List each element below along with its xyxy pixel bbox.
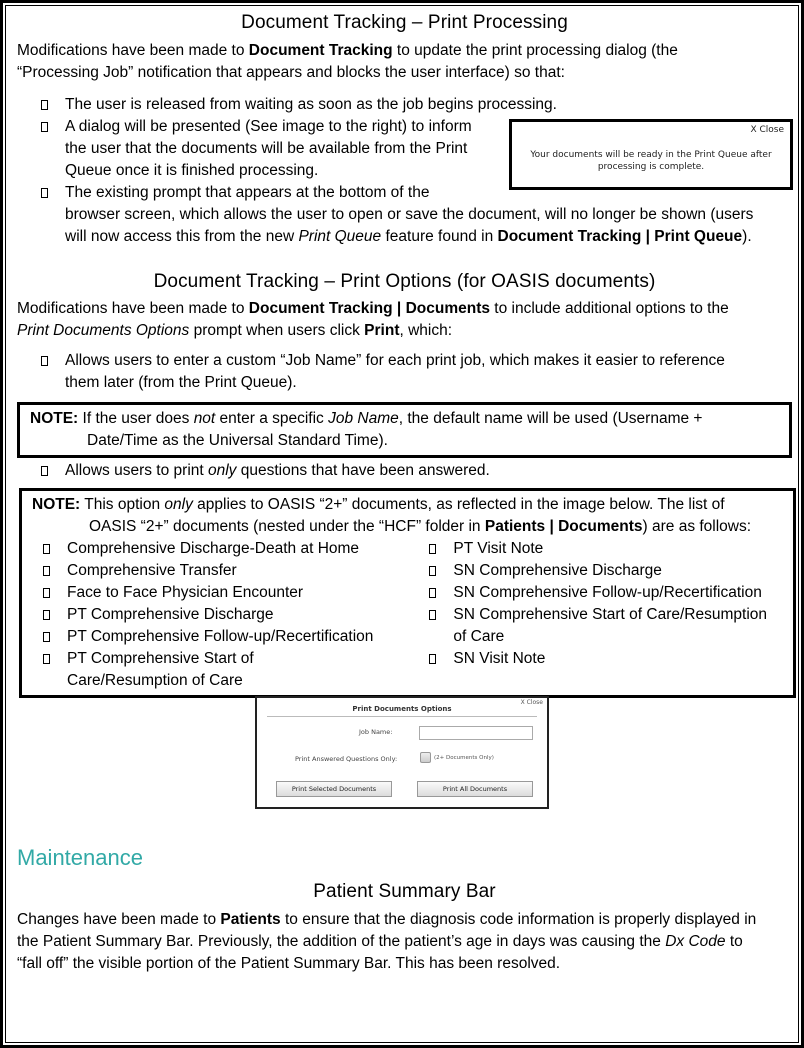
dialog-title: Print Documents Options: [352, 705, 452, 713]
list-item: A dialog will be presented (See image to the right) to inform the user that the documents will be available from the Print Queue once it is finished processing.: [17, 116, 792, 182]
oasis-document-list: [32, 538, 783, 692]
close-button[interactable]: X Close: [520, 699, 543, 706]
checkbox-note: (2+ Documents Only): [434, 755, 494, 761]
bullet-box-icon: [429, 588, 436, 598]
list-item: PT Comprehensive Discharge: [22, 604, 408, 626]
bullet-box-icon: [41, 100, 48, 110]
bullet-box-icon: [429, 566, 436, 576]
bullet-box-icon: [43, 544, 50, 554]
oasis-list-right: [408, 538, 783, 692]
section-heading-print-processing: Document Tracking – Print Processing: [241, 12, 568, 33]
list-item: PT Comprehensive Start of Care/Resumption of Care: [22, 648, 408, 692]
divider: [267, 716, 537, 717]
bullet-box-icon: [43, 632, 50, 642]
oasis-list-left: [22, 538, 408, 692]
list-item: Allows users to print only questions that have been answered.: [17, 460, 792, 482]
bullet-box-icon: [429, 610, 436, 620]
job-name-input[interactable]: [419, 726, 533, 740]
bullet-box-icon: [41, 356, 48, 366]
bullet-box-icon: [41, 188, 48, 198]
print-all-documents-button[interactable]: Print All Documents: [417, 781, 533, 797]
list-item: Comprehensive Discharge-Death at Home: [22, 538, 408, 560]
job-name-label: Job Name:: [359, 728, 393, 736]
bullet-box-icon: [41, 466, 48, 476]
maintenance-heading: Maintenance: [17, 845, 143, 870]
bullet-box-icon: [43, 654, 50, 664]
bullet-box-icon: [43, 566, 50, 576]
close-button[interactable]: X Close: [750, 125, 784, 135]
print-options-intro: Modifications have been made to Document Tracking | Documents to include additional options to the Print Documents Options prompt when users click Print, which:: [17, 300, 729, 339]
print-answered-only-checkbox[interactable]: [420, 752, 431, 763]
bullet-box-icon: [41, 122, 48, 132]
list-item: The existing prompt that appears at the bottom of the browser screen, which allows the user to open or save the document, will no longer be shown (users will now access this from the new Print Queue feature found in Document Tracking | Print Queue).: [17, 182, 792, 248]
list-item: SN Visit Note: [408, 648, 783, 670]
note-oasis-documents: NOTE: This option only applies to OASIS “2+” documents, as reflected in the image below. The list of OASIS “2+” documents (nested under the “HCF” folder in Patients | Documents) are as follows: Comprehensive Discharge-Death at Home Comprehensive Transfer Face to Face Physician Encounter PT Comprehensive Discharge PT Comprehensive Follow-up/Recertification PT Comprehensive Start of Care/Resumption of Care PT Visit Note SN Comprehensive Discharge SN Comprehensive Follow-up/Recertification SN Comprehensive Start of Care/Resumption of Care SN Visit Note: [19, 488, 796, 698]
list-item: SN Comprehensive Discharge: [408, 560, 783, 582]
print-processing-intro: Modifications have been made to Document Tracking to update the print processing dialog (the “Processing Job” notification that appears and blocks the user interface) so that:: [17, 42, 678, 81]
bullet-box-icon: [43, 610, 50, 620]
note-job-name: NOTE: If the user does not enter a specific Job Name, the default name will be used (Username + Date/Time as the Universal Standard Time).: [17, 402, 792, 458]
list-item: Comprehensive Transfer: [22, 560, 408, 582]
bullet-box-icon: [429, 654, 436, 664]
print-queue-notice-dialog: [509, 119, 793, 190]
list-item: SN Comprehensive Start of Care/Resumption of Care: [408, 604, 783, 648]
bullet-box-icon: [43, 588, 50, 598]
list-item: SN Comprehensive Follow-up/Recertification: [408, 582, 783, 604]
section-heading-print-options: Document Tracking – Print Options (for OASIS documents): [153, 271, 656, 292]
print-selected-documents-button[interactable]: Print Selected Documents: [276, 781, 392, 797]
bullet-box-icon: [429, 544, 436, 554]
patient-summary-bar-paragraph: Changes have been made to Patients to ensure that the diagnosis code information is properly displayed in the Patient Summary Bar. Previously, the addition of the patient’s age in days was causing the Dx Code to “fall off” the visible portion of the Patient Summary Bar. This has been resolved.: [17, 911, 757, 972]
list-item: PT Visit Note: [408, 538, 783, 560]
list-item: Face to Face Physician Encounter: [22, 582, 408, 604]
list-item: Allows users to enter a custom “Job Name” for each print job, which makes it easier to reference them later (from the Print Queue).: [17, 350, 792, 394]
list-item: PT Comprehensive Follow-up/Recertification: [22, 626, 408, 648]
patient-summary-bar-heading: Patient Summary Bar: [313, 881, 496, 902]
list-item: The user is released from waiting as soon as the job begins processing.: [17, 94, 792, 116]
dialog-message: Your documents will be ready in the Print Queue after processing is complete.: [530, 150, 772, 172]
print-documents-options-dialog: [255, 696, 549, 809]
print-answered-only-label: Print Answered Questions Only:: [295, 755, 398, 763]
